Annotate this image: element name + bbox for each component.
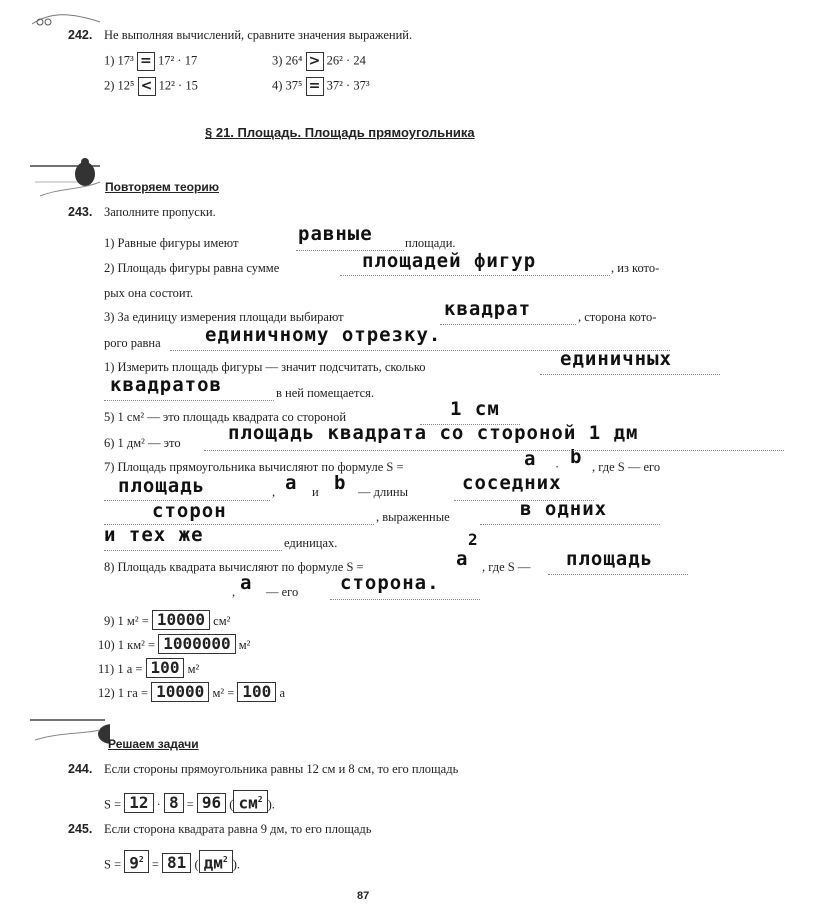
line-text: — его [266,585,299,599]
line-text: 1) Измерить площадь фигуры — значит подсчитать, сколько [104,360,426,374]
exercise-number: 242. [68,28,93,42]
problems-ornament-icon [30,712,110,748]
exercise-number: 243. [68,205,93,219]
section-title: § 21. Площадь. Площадь прямоугольника [205,125,475,140]
handwritten-answer: площадей фигур [362,250,537,272]
theory-ornament-icon [30,152,110,200]
answer-line [104,550,282,551]
handwritten-answer: площадь [118,475,206,497]
answer-line [340,275,610,276]
answer-box: 100 [146,658,185,678]
answer-box: 96 [197,793,226,813]
line-text: · [555,460,560,474]
compare-sign: = [306,77,324,96]
line-text: , выраженные [376,510,450,524]
handwritten-answer: сторон [152,500,227,522]
line-text: 6) 1 дм² — это [104,436,181,450]
compare-item: 3) 26⁴ > 26² · 24 [272,53,366,69]
line-text: рого равна [104,336,161,350]
handwritten-answer: площадь квадрата со стороной 1 дм [228,422,639,444]
answer-line [104,524,374,525]
handwritten-answer: 2 [468,530,479,549]
answer-line [480,524,660,525]
handwritten-answer: площадь [566,548,654,570]
compare-sign: = [137,52,155,71]
answer-line [440,324,576,325]
formula-row: $S = 9^2 = 81$ ( $дм^2$ ). [104,850,240,873]
handwritten-answer: a [456,548,469,570]
line-text: площади. [405,236,456,250]
line-text: рых она состоит. [104,286,194,300]
exercise-number: 244. [68,762,93,776]
answer-line [296,250,404,251]
line-text: 8) Площадь квадрата вычисляют по формуле S = [104,560,364,574]
handwritten-answer: квадрат [444,298,532,320]
compare-sign: < [138,77,156,96]
answer-box: $см^2$ [233,790,267,813]
compare-item: 1) 17³ = 17² · 17 [104,53,198,69]
answer-line [454,500,594,501]
handwritten-answer: квадратов [110,374,222,396]
exercise-task: Не выполняя вычислений, сравните значения выражений. [104,28,413,42]
handwritten-answer: сторона. [340,572,440,594]
formula-row: S = 12 · 8 = 96 ( $см^2$ ). [104,790,275,813]
line-text: , [232,585,236,599]
compare-item: 2) 12⁵ < 12² · 15 [104,78,198,94]
theory-heading: Повторяем теорию [105,180,219,194]
handwritten-answer: единичных [560,348,672,370]
answer-box: 12 [124,793,153,813]
compare-item: 4) 37⁵ = 37² · 37³ [272,78,370,94]
handwritten-answer: в одних [520,498,608,520]
compare-sign: > [306,52,324,71]
page-number: 87 [357,890,370,902]
line-text: , из кото- [611,261,660,275]
answer-line [548,574,688,575]
handwritten-answer: и тех же [104,524,204,546]
answer-box: 8 [164,793,184,813]
handwritten-answer: a [285,472,298,494]
answer-line [204,450,784,451]
line-text: 5) 1 см² — это площадь квадрата со стороной [104,410,347,424]
answer-line [330,599,480,600]
line-text: единицах. [284,536,338,550]
line-text: и [312,485,319,499]
answer-box: 1000000 [158,634,235,654]
handwritten-answer: 1 см [450,398,500,420]
answer-line [170,350,670,351]
handwritten-answer: a [524,448,537,470]
problems-heading: Решаем задачи [108,737,199,751]
unit-row: 10) 1 км² = 1000000 м² [98,634,251,653]
answer-box: 10000 [152,610,210,630]
line-text: , где S — его [592,460,661,474]
answer-box: $дм^2$ [199,850,233,873]
exercise-task: Если сторона квадрата равна 9 дм, то его площадь [104,822,372,836]
corner-ornament [30,8,110,30]
line-text: , где S — [482,560,531,574]
answer-line [104,500,270,501]
handwritten-answer: соседних [462,472,562,494]
line-text: 2) Площадь фигуры равна сумме [104,261,280,275]
answer-box: 81 [162,853,191,873]
answer-box: 100 [237,682,276,702]
line-text: в ней помещается. [276,386,374,400]
exercise-task: Если стороны прямоугольника равны 12 см и 8 см, то его площадь [104,762,459,776]
line-text: 7) Площадь прямоугольника вычисляют по формуле S = [104,460,404,474]
handwritten-answer: равные [298,223,373,245]
handwritten-answer: a [240,572,253,594]
line-text: , [272,485,276,499]
line-text: — длины [358,485,408,499]
answer-line [420,424,520,425]
answer-box: $9^2$ [124,850,148,873]
answer-line [104,400,274,401]
line-text: , сторона кото- [578,310,657,324]
exercise-number: 245. [68,822,93,836]
handwritten-answer: b [334,472,347,494]
handwritten-answer: единичному отрезку. [205,324,442,346]
line-text: 1) Равные фигуры имеют [104,236,239,250]
line-text: 3) За единицу измерения площади выбирают [104,310,344,324]
answer-box: 10000 [151,682,209,702]
answer-line [540,374,720,375]
exercise-task: Заполните пропуски. [104,205,216,219]
unit-row: 11) 1 а = 100 м² [98,658,200,677]
unit-row: 12) 1 га = 10000 м² = 100 а [98,682,285,701]
handwritten-answer: b [570,446,583,468]
unit-row: 9) 1 м² = 10000 см² [104,610,231,629]
